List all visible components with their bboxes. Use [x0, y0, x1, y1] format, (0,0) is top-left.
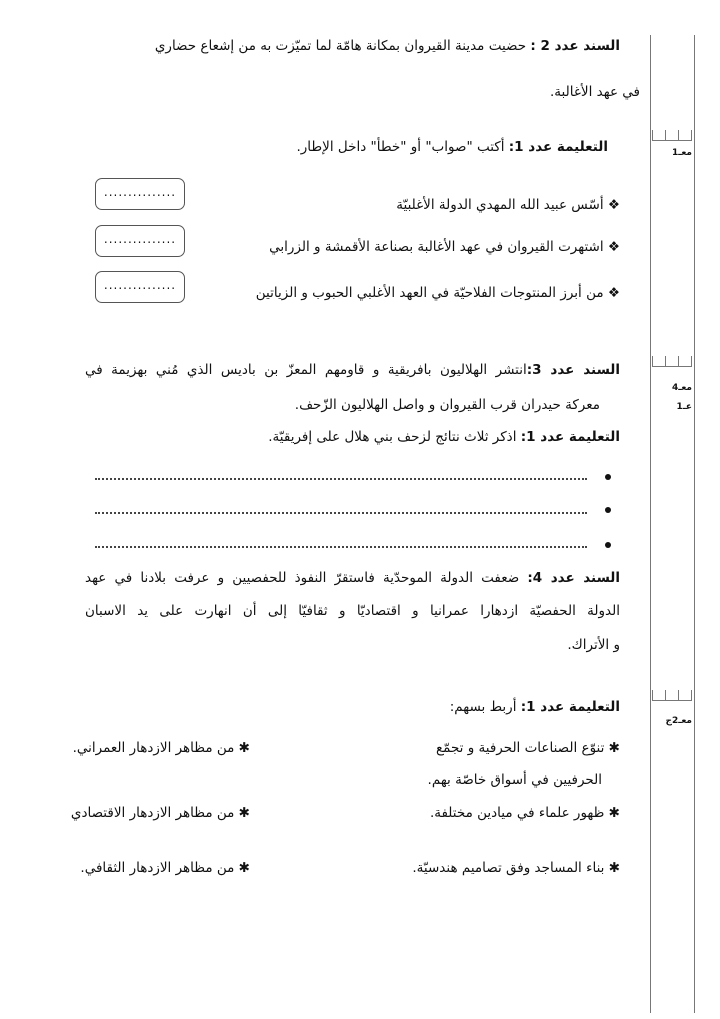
match-right-2[interactable]: ✱ ظهور علماء في ميادين مختلفة.: [429, 805, 620, 821]
sanad4-text: ضعفت الدولة الموحدّية فاستقرّ النفوذ للحفصيين و عرفت بلادنا في عهد: [85, 570, 520, 586]
sanad3-text: انتشر الهلاليون بافريقية و قاومهم المعزّ بن باديس الذي مُني بهزيمة في: [85, 362, 527, 378]
score-ticks-1: [652, 130, 692, 141]
sanad2-text: حضيت مدينة القيروان بمكانة هامّة لما تميّزت به من إشعاع حضاري: [154, 38, 527, 54]
score-label-2a: معـ4: [672, 383, 692, 393]
match-right-1-cont: الحرفيين في أسواق خاصّة بهم.: [427, 772, 602, 788]
tf-item-3: [256, 283, 620, 303]
sanad4-label: السند عدد 4:: [527, 570, 620, 586]
answer-line-3[interactable]: [95, 546, 587, 548]
sanad3-line2: معركة حيدران قرب القيروان و واصل الهلاليون الزّحف.: [294, 397, 600, 413]
sanad2-line2: في عهد الأغالبة.: [550, 84, 640, 100]
match-right-1[interactable]: ✱ تنوّع الصناعات الحرفية و تجمّع: [435, 740, 620, 756]
task2-label: التعليمة عدد 1:: [520, 429, 620, 445]
margin-border-left: [650, 35, 651, 1013]
answer-line-2[interactable]: [95, 512, 587, 514]
task1-label: التعليمة عدد 1:: [508, 139, 608, 155]
margin-border-right: [694, 35, 695, 1013]
match-left-3[interactable]: ✱ من مظاهر الازدهار الثقافي.: [80, 860, 250, 876]
sanad2-line1: [155, 36, 620, 56]
diamond-bullet-icon: ❖: [607, 197, 620, 213]
task3-label: التعليمة عدد 1:: [520, 699, 620, 715]
bullet-icon: [605, 474, 611, 480]
tf-item-text: اشتهرت القيروان في عهد الأغالبة بصناعة الأقمشة و الزرابي: [269, 239, 604, 255]
sanad2-label: السند عدد 2 :: [530, 38, 620, 54]
task2-text: اذكر ثلاث نتائج لزحف بني هلال على إفريقيّة.: [268, 429, 517, 445]
score-ticks-2: [652, 356, 692, 367]
bullet-icon: [605, 507, 611, 513]
score-label-1: معـ1: [672, 148, 692, 158]
match-left-1[interactable]: ✱ من مظاهر الازدهار العمراني.: [72, 740, 250, 756]
tf-item-text: من أبرز المنتوجات الفلاحيّة في العهد الأغلبي الحبوب و الزياتين: [255, 285, 604, 301]
answer-box-2[interactable]: ...............: [95, 225, 185, 257]
diamond-bullet-icon: ❖: [607, 239, 620, 255]
task1-text: أكتب "صواب" أو "خطأ" داخل الإطار.: [296, 139, 505, 155]
task3-text: أربط بسهم:: [449, 699, 517, 715]
sanad4-line1: [85, 568, 620, 588]
task3-instruction: [450, 697, 620, 717]
score-label-3: معـ2ج: [665, 716, 692, 726]
task1-instruction: [297, 137, 609, 157]
sanad4-line3: و الأتراك.: [567, 637, 620, 653]
answer-box-3[interactable]: ...............: [95, 271, 185, 303]
diamond-bullet-icon: ❖: [607, 285, 620, 301]
match-left-2[interactable]: ✱ من مظاهر الازدهار الاقتصادي: [70, 805, 250, 821]
match-right-3[interactable]: ✱ بناء المساجد وفق تصاميم هندسيّة.: [412, 860, 620, 876]
score-ticks-3: [652, 690, 692, 701]
sanad3-label: السند عدد 3:: [526, 362, 621, 378]
tf-item-2: [269, 237, 620, 257]
score-label-2b: عـ1: [676, 402, 692, 412]
bullet-icon: [605, 542, 611, 548]
sanad4-line2: الدولة الحفصيّة ازدهارا عمرانيا و اقتصاديّا و ثقافيّا إلى أن انهارت على يد الاسبان: [85, 603, 620, 619]
answer-line-1[interactable]: [95, 478, 587, 480]
answer-box-1[interactable]: ...............: [95, 178, 185, 210]
tf-item-1: [396, 195, 620, 215]
sanad3-line1: [85, 360, 620, 380]
tf-item-text: أسّس عبيد الله المهدي الدولة الأغلبيّة: [396, 197, 604, 213]
task2-instruction: [268, 427, 620, 447]
